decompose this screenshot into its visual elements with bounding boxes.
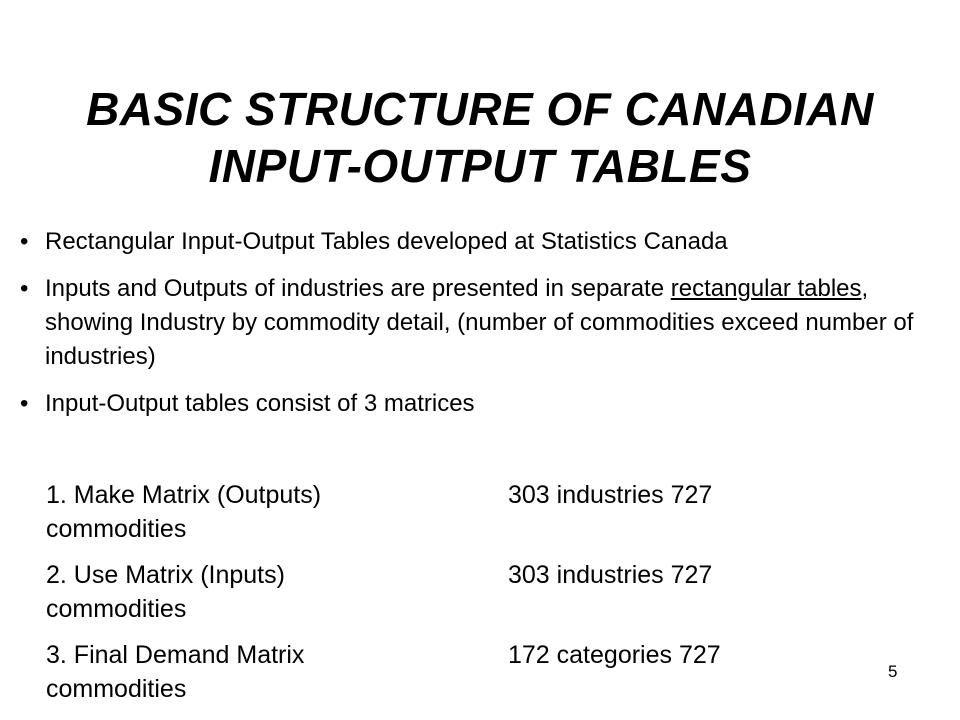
underlined-phrase: rectangular tables bbox=[670, 275, 862, 302]
slide-title-line-1: BASIC STRUCTURE OF CANADIAN bbox=[86, 82, 874, 135]
bullet-item-inputs-outputs bbox=[20, 272, 920, 374]
matrix-label: 2. Use Matrix (Inputs) bbox=[46, 561, 285, 589]
matrix-count: 172 categories 727 bbox=[508, 641, 721, 669]
bullet-text-before: Inputs and Outputs of industries are presented in separate bbox=[45, 275, 665, 302]
matrix-label: 1. Make Matrix (Outputs) bbox=[46, 481, 322, 509]
matrix-item-make bbox=[46, 478, 906, 546]
slide-title bbox=[0, 81, 960, 195]
matrix-label: 3. Final Demand Matrix bbox=[46, 641, 305, 669]
matrix-unit: commodities bbox=[46, 595, 187, 623]
bullet-item-rectangular-tables bbox=[20, 225, 920, 259]
bullet-text-after: , showing Industry by commodity detail, (number of commodities exceed number of industries) bbox=[45, 275, 914, 370]
bullet-text: Rectangular Input-Output Tables developed at Statistics Canada bbox=[45, 228, 728, 255]
page-number: 5 bbox=[888, 662, 898, 681]
bullet-list bbox=[20, 225, 920, 434]
matrix-count: 303 industries 727 bbox=[508, 481, 713, 509]
matrix-unit: commodities bbox=[46, 515, 187, 543]
slide-title-line-2: INPUT-OUTPUT TABLES bbox=[208, 139, 752, 192]
bullet-text: Input-Output tables consist of 3 matrices bbox=[45, 390, 475, 417]
matrix-item-final-demand bbox=[46, 638, 906, 706]
matrix-list bbox=[46, 478, 906, 718]
matrix-item-use bbox=[46, 558, 906, 626]
matrix-unit: commodities bbox=[46, 675, 187, 703]
bullet-item-three-matrices bbox=[20, 387, 920, 421]
matrix-count: 303 industries 727 bbox=[508, 561, 713, 589]
